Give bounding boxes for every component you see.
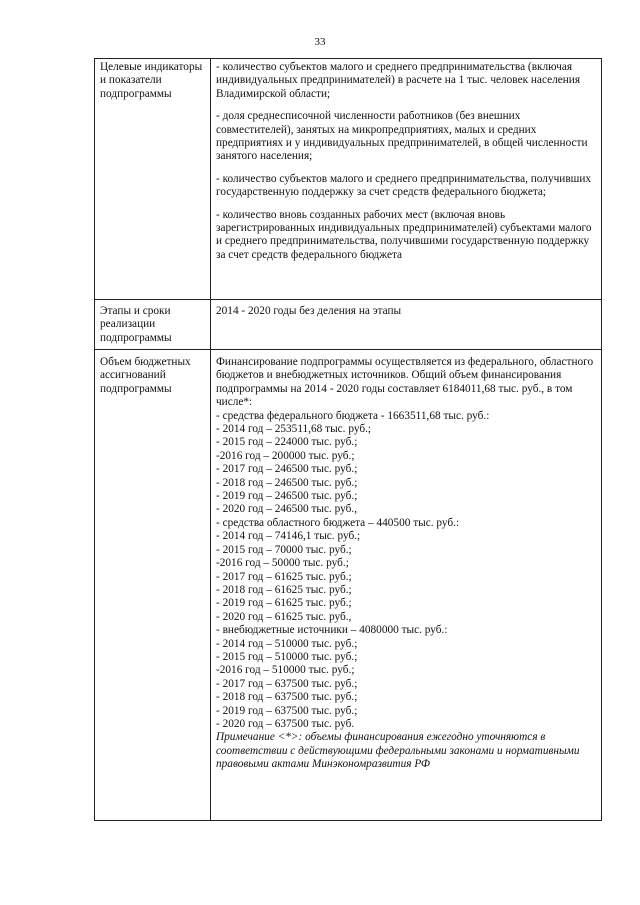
funding-line: - внебюджетные источники – 4080000 тыс. руб.: <box>216 624 448 637</box>
budget-lines <box>216 410 597 732</box>
funding-line: - 2015 год – 70000 тыс. руб.; <box>216 543 352 556</box>
indicator-paragraph: - количество вновь созданных рабочих мест (включая вновь зарегистрированных индивидуальных предпринимателей) субъектами малого и среднего предпринимательства, получившими государственную поддержку за счет средств федерального бюджета <box>216 208 592 261</box>
funding-line: - 2018 год – 637500 тыс. руб.; <box>216 691 358 704</box>
table-row <box>95 59 602 300</box>
funding-line: - 2014 год – 510000 тыс. руб.; <box>216 637 358 650</box>
funding-line: - 2019 год – 61625 тыс. руб.; <box>216 597 352 610</box>
funding-line: - 2019 год – 246500 тыс. руб.; <box>216 490 358 503</box>
indicators-content <box>211 59 602 300</box>
funding-line: - 2020 год – 246500 тыс. руб., <box>216 503 358 516</box>
indicator-paragraph: - количество субъектов малого и среднего предпринимательства (включая индивидуальных предпринимателей) в расчете на 1 тыс. человек населения Владимирской области; <box>216 61 581 100</box>
funding-line: - 2017 год – 246500 тыс. руб.; <box>216 463 358 476</box>
funding-line: - 2017 год – 61625 тыс. руб.; <box>216 570 352 583</box>
row-label-stages: Этапы и сроки реализации подпрограммы <box>95 300 211 350</box>
funding-line: - 2018 год – 246500 тыс. руб.; <box>216 476 358 489</box>
budget-content <box>211 350 602 821</box>
subprogram-passport-table <box>94 58 602 821</box>
funding-line: - 2017 год – 637500 тыс. руб.; <box>216 677 358 690</box>
funding-line: - 2019 год – 637500 тыс. руб.; <box>216 704 358 717</box>
funding-line: - 2018 год – 61625 тыс. руб.; <box>216 583 352 596</box>
funding-line: - средства федерального бюджета - 1663511,68 тыс. руб.: <box>216 409 490 422</box>
page-number: 33 <box>314 36 326 48</box>
stages-content: 2014 - 2020 годы без деления на этапы <box>211 300 602 350</box>
budget-note: Примечание <*>: объемы финансирования ежегодно уточняются в соответствии с действующими федеральными законами и нормативными правовыми актами Минэкономразвития РФ <box>216 731 580 771</box>
table-row <box>95 300 602 350</box>
funding-line: - 2014 год – 74146,1 тыс. руб.; <box>216 530 361 543</box>
funding-line: -2016 год – 50000 тыс. руб.; <box>216 557 349 570</box>
funding-line: -2016 год – 510000 тыс. руб.; <box>216 664 355 677</box>
funding-line: - 2015 год – 224000 тыс. руб.; <box>216 436 358 449</box>
row-label-budget: Объем бюджетных ассигнований подпрограммы <box>95 350 211 821</box>
funding-line: - 2020 год – 61625 тыс. руб., <box>216 610 352 623</box>
funding-line: -2016 год – 200000 тыс. руб.; <box>216 449 355 462</box>
indicator-paragraph: - количество субъектов малого и среднего предпринимательства, получивших государственную поддержку за счет средств федерального бюджета; <box>216 172 592 199</box>
funding-line: - 2014 год – 253511,68 тыс. руб.; <box>216 423 372 436</box>
funding-line: - 2015 год – 510000 тыс. руб.; <box>216 650 358 663</box>
table-row <box>95 350 602 821</box>
budget-intro: Финансирование подпрограммы осуществляется из федерального, областного бюджетов и внебюджетных источников. Общий объем финансирования подпрограммы на 2014 - 2020 годы составляет 6184011,68 тыс. руб., в том числе*: <box>216 356 594 409</box>
row-label-indicators: Целевые индикаторы и показатели подпрограммы <box>95 59 211 300</box>
indicator-paragraph: - доля среднесписочной численности работников (без внешних совместителей), занятых на микропредприятиях, малых и средних предприятиях и у индивидуальных предпринимателей, в общей численности занятого населения; <box>216 110 588 163</box>
funding-line: - 2020 год – 637500 тыс. руб. <box>216 717 355 730</box>
funding-line: - средства областного бюджета – 440500 тыс. руб.: <box>216 516 460 529</box>
